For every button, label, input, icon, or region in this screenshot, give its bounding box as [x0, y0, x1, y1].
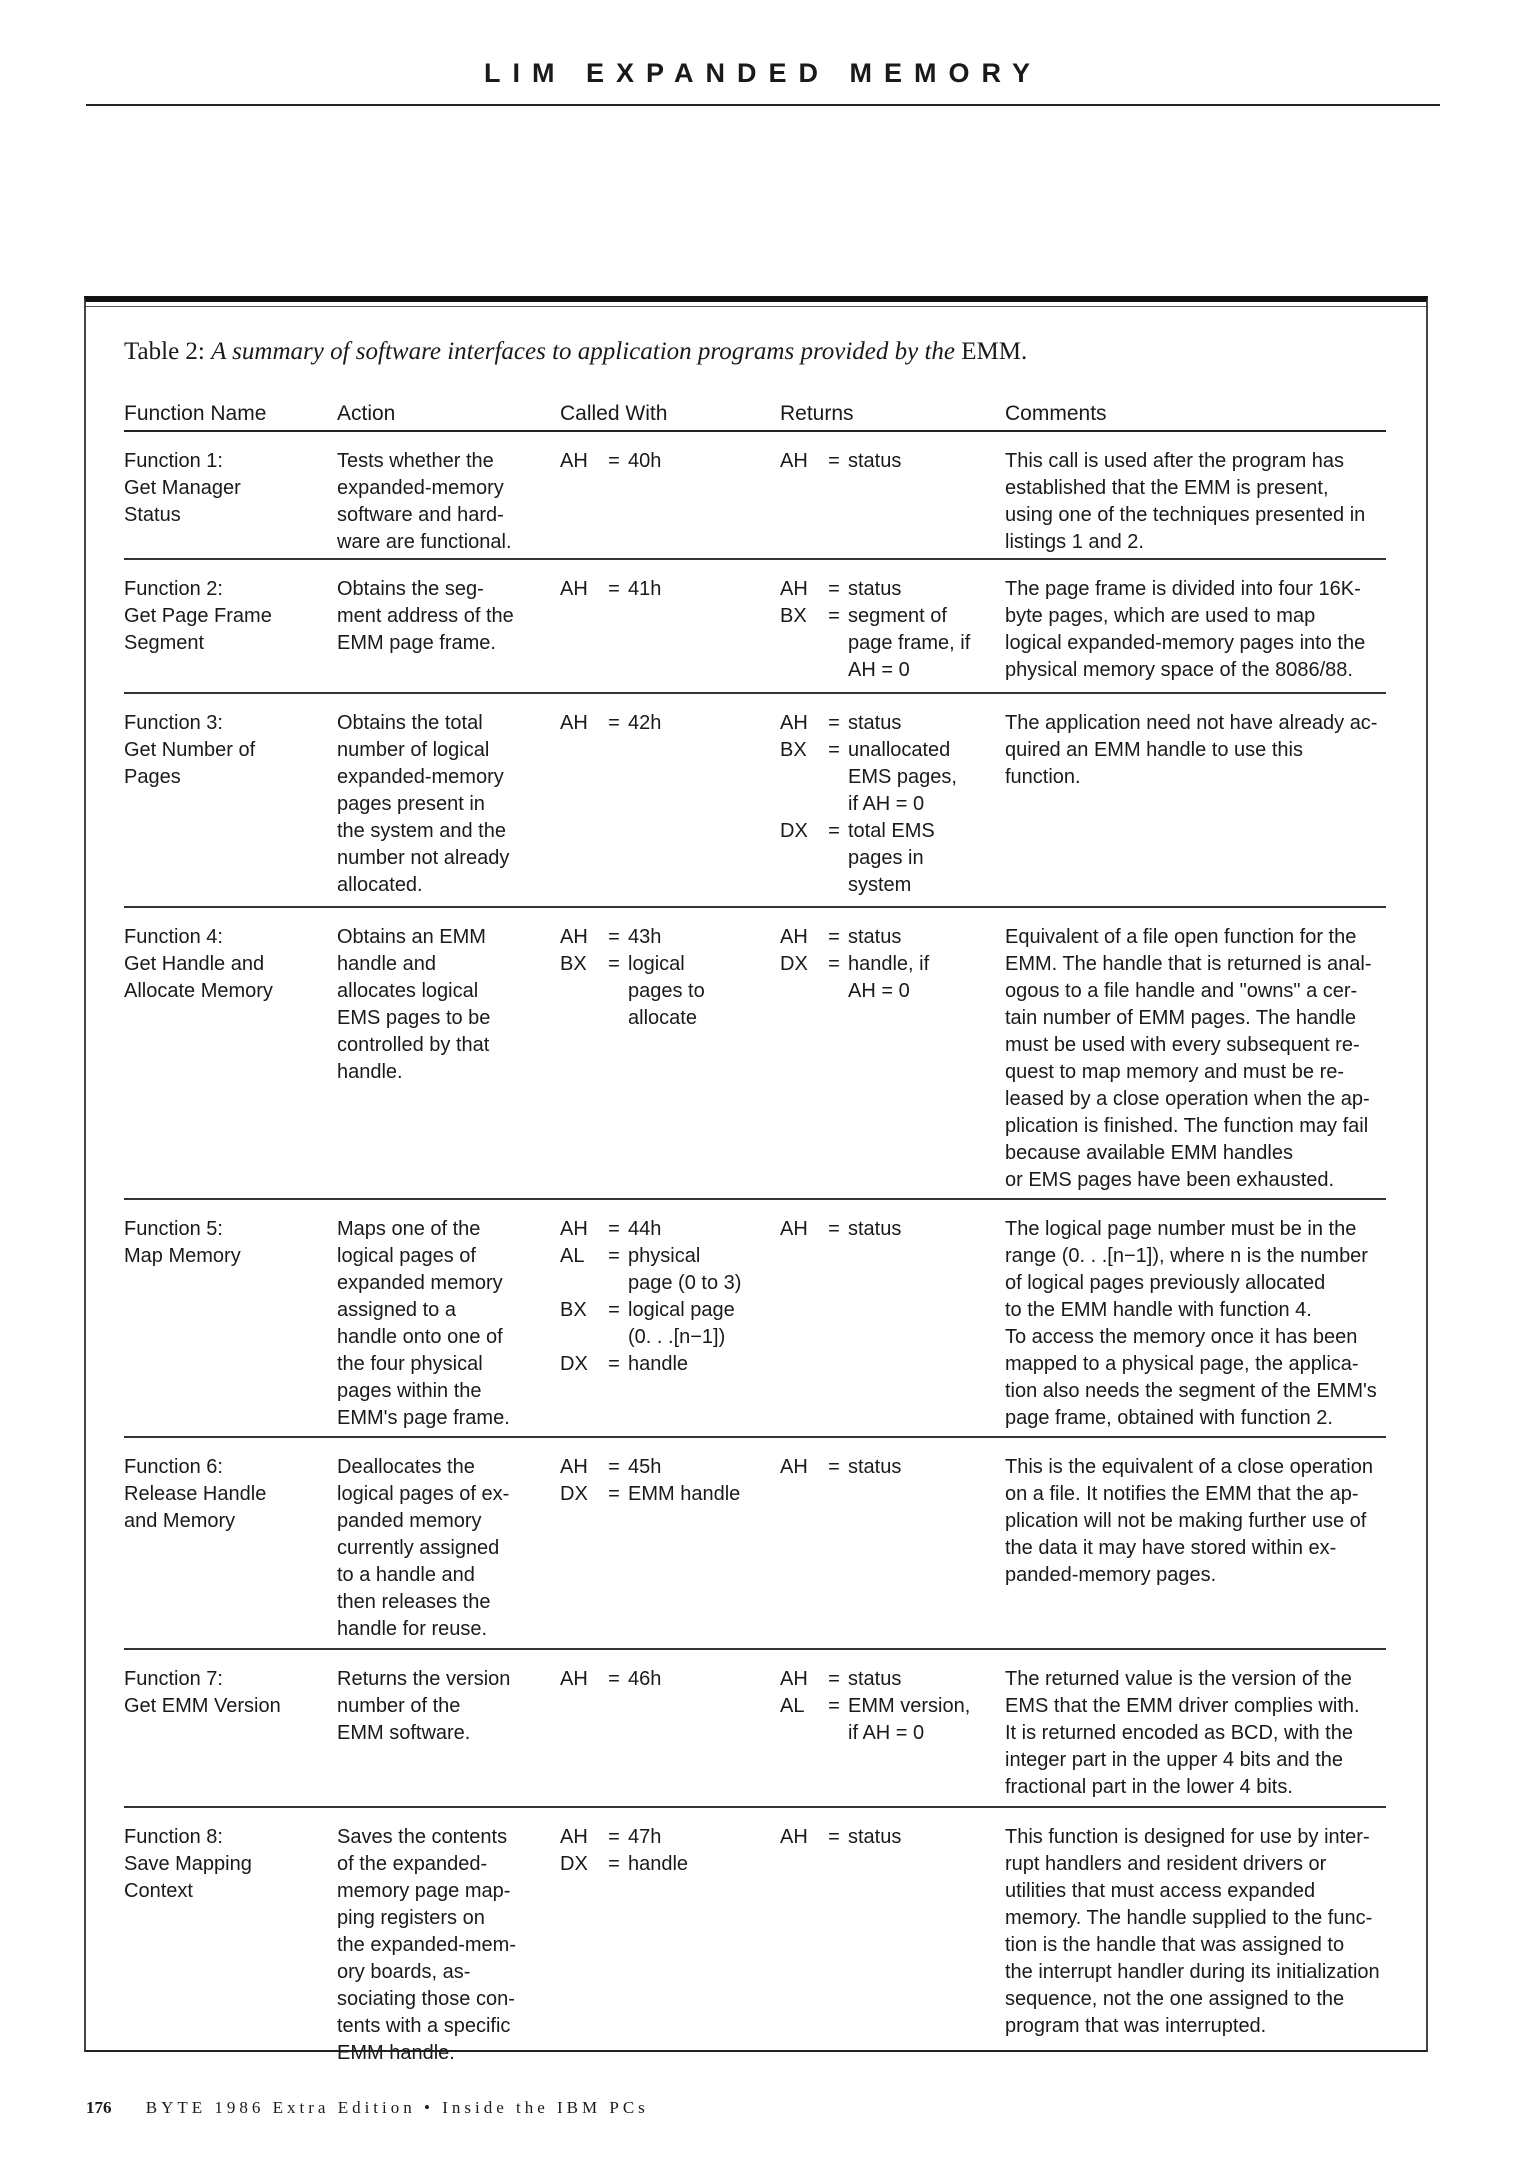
equals-sign: =: [828, 926, 840, 948]
equals-sign: =: [608, 712, 620, 734]
register-name: AH: [560, 1668, 588, 1690]
table-row: [124, 1808, 1386, 2064]
register-value: logical page (0. . .[n−1]): [628, 1299, 735, 1348]
called-with-entry: [560, 1243, 780, 1297]
register-value: status: [848, 1218, 902, 1240]
equals-sign: =: [828, 578, 840, 600]
equals-sign: =: [608, 953, 620, 975]
called-with-cell: [560, 1666, 780, 1806]
register-value: physical page (0 to 3): [628, 1245, 742, 1294]
register-name: BX: [780, 739, 807, 761]
called-with-entry: [560, 1824, 780, 1851]
returns-entry: [780, 448, 1005, 475]
returns-cell: [780, 1454, 1005, 1648]
returns-entry: [780, 924, 1005, 951]
action-cell: Saves the contents of the expanded- memory page map- ping registers on the expanded-mem- ory boards, as- sociating those con- tents with a specific EMM handle.: [337, 1826, 516, 2064]
running-head-title: LIM EXPANDED MEMORY: [483, 58, 1042, 88]
function-name-cell: Function 8: Save Mapping Context: [124, 1826, 252, 1902]
called-with-entry: [560, 924, 780, 951]
equals-sign: =: [828, 1668, 840, 1690]
register-name: AH: [560, 712, 588, 734]
register-name: DX: [560, 1353, 588, 1375]
col-header-called-with: Called With: [560, 402, 668, 425]
comments-cell: This call is used after the program has established that the EMM is present, using one of the techniques presented in listings 1 and 2.: [1005, 450, 1366, 553]
called-with-entry: [560, 1454, 780, 1481]
register-name: DX: [560, 1853, 588, 1875]
comments-cell: The logical page number must be in the range (0. . .[n−1]), where n is the number of logical pages previously allocated to the EMM handle with function 4. To access the memory once it has been mapped to a physical page, the applica- tion also needs the segment of the EMM's page frame, obtained with function 2.: [1005, 1218, 1377, 1429]
register-value: total EMS pages in system: [848, 820, 935, 896]
returns-cell: [780, 576, 1005, 692]
register-name: BX: [560, 1299, 587, 1321]
register-value: handle: [628, 1353, 689, 1375]
table-row: [124, 1650, 1386, 1808]
function-name-cell: Function 6: Release Handle and Memory: [124, 1456, 267, 1532]
caption-text: A summary of software interfaces to application programs provided by the: [211, 338, 956, 365]
register-name: AH: [780, 1456, 808, 1478]
called-with-entry: [560, 1351, 780, 1378]
function-name-cell: Function 3: Get Number of Pages: [124, 712, 256, 788]
called-with-entry: [560, 1297, 780, 1351]
register-value: handle, if AH = 0: [848, 953, 930, 1002]
register-value: status: [848, 1826, 902, 1848]
table-body: [124, 432, 1386, 2064]
header-rule: [86, 104, 1440, 106]
returns-entry: [780, 1693, 1005, 1747]
register-name: DX: [780, 953, 808, 975]
function-name-cell: Function 2: Get Page Frame Segment: [124, 578, 272, 654]
register-name: AH: [780, 578, 808, 600]
comments-cell: The application need not have already ac- quired an EMM handle to use this function.: [1005, 712, 1378, 788]
register-name: AH: [560, 578, 588, 600]
comments-cell: The page frame is divided into four 16K- byte pages, which are used to map logical expanded-memory pages into the physical memory space of the 8086/88.: [1005, 578, 1366, 681]
returns-cell: [780, 1666, 1005, 1806]
register-name: AH: [560, 1218, 588, 1240]
register-name: AH: [780, 712, 808, 734]
equals-sign: =: [608, 926, 620, 948]
equals-sign: =: [608, 1483, 620, 1505]
register-name: DX: [560, 1483, 588, 1505]
equals-sign: =: [828, 605, 840, 627]
called-with-entry: [560, 1216, 780, 1243]
register-value: status: [848, 578, 902, 600]
register-value: 47h: [628, 1826, 662, 1848]
register-name: AH: [560, 450, 588, 472]
returns-entry: [780, 1666, 1005, 1693]
equals-sign: =: [828, 1826, 840, 1848]
called-with-cell: [560, 1216, 780, 1436]
register-value: 44h: [628, 1218, 662, 1240]
action-cell: Tests whether the expanded-memory software and hard- ware are functional.: [337, 450, 512, 553]
called-with-entry: [560, 576, 780, 603]
equals-sign: =: [828, 1456, 840, 1478]
col-header-action: Action: [337, 402, 396, 425]
register-value: unallocated EMS pages, if AH = 0: [848, 739, 957, 815]
called-with-cell: [560, 448, 780, 558]
called-with-cell: [560, 1824, 780, 2054]
called-with-entry: [560, 951, 780, 1032]
comments-cell: The returned value is the version of the EMS that the EMM driver complies with. It is returned encoded as BCD, with the integer part in the upper 4 bits and the fractional part in the lower 4 bits.: [1005, 1668, 1360, 1798]
function-name-cell: Function 5: Map Memory: [124, 1218, 241, 1267]
register-name: AH: [780, 1826, 808, 1848]
register-value: EMM handle: [628, 1483, 741, 1505]
called-with-entry: [560, 1666, 780, 1693]
table-row: [124, 560, 1386, 694]
register-value: 45h: [628, 1456, 662, 1478]
action-cell: Obtains the seg- ment address of the EMM page frame.: [337, 578, 514, 654]
called-with-cell: [560, 576, 780, 692]
register-value: segment of page frame, if AH = 0: [848, 605, 971, 681]
page-footer: [86, 2098, 649, 2118]
col-header-function-name: Function Name: [124, 402, 267, 425]
called-with-cell: [560, 924, 780, 1198]
register-value: status: [848, 926, 902, 948]
frame-subrule: [86, 306, 1426, 307]
equals-sign: =: [608, 450, 620, 472]
equals-sign: =: [608, 1245, 620, 1267]
table-caption: [124, 338, 1384, 366]
register-name: BX: [560, 953, 587, 975]
equals-sign: =: [608, 1218, 620, 1240]
magazine-credit: BYTE 1986 Extra Edition • Inside the IBM PCs: [145, 2098, 649, 2117]
register-name: AH: [780, 1218, 808, 1240]
equals-sign: =: [828, 450, 840, 472]
table-row: [124, 1200, 1386, 1438]
equals-sign: =: [828, 1218, 840, 1240]
register-name: AH: [780, 926, 808, 948]
equals-sign: =: [828, 739, 840, 761]
page-number: 176: [86, 2098, 112, 2117]
returns-entry: [780, 1454, 1005, 1481]
called-with-entry: [560, 448, 780, 475]
register-value: logical pages to allocate: [628, 953, 705, 1029]
returns-cell: [780, 924, 1005, 1198]
register-value: EMM version, if AH = 0: [848, 1695, 971, 1744]
equals-sign: =: [608, 1826, 620, 1848]
function-name-cell: Function 4: Get Handle and Allocate Memory: [124, 926, 273, 1002]
register-value: 43h: [628, 926, 662, 948]
returns-entry: [780, 1824, 1005, 1851]
register-value: status: [848, 1668, 902, 1690]
comments-cell: This is the equivalent of a close operation on a file. It notifies the EMM that the ap- plication will not be making further use of the data it may have stored within ex- panded-memory pages.: [1005, 1456, 1373, 1586]
equals-sign: =: [608, 1853, 620, 1875]
equals-sign: =: [828, 1695, 840, 1717]
returns-entry: [780, 951, 1005, 1005]
emm-function-table: [124, 392, 1386, 2064]
equals-sign: =: [608, 1299, 620, 1321]
called-with-cell: [560, 1454, 780, 1648]
register-value: 40h: [628, 450, 662, 472]
col-header-comments: Comments: [1005, 402, 1107, 425]
function-name-cell: Function 1: Get Manager Status: [124, 450, 241, 526]
register-name: AH: [560, 1456, 588, 1478]
table-row: [124, 908, 1386, 1200]
register-name: AH: [780, 1668, 808, 1690]
called-with-cell: [560, 710, 780, 906]
register-name: AH: [560, 926, 588, 948]
returns-entry: [780, 576, 1005, 603]
action-cell: Returns the version number of the EMM software.: [337, 1668, 511, 1744]
equals-sign: =: [608, 1668, 620, 1690]
returns-cell: [780, 710, 1005, 906]
returns-entry: [780, 818, 1005, 899]
register-name: DX: [780, 820, 808, 842]
caption-label: Table 2:: [124, 338, 205, 365]
register-value: status: [848, 1456, 902, 1478]
returns-cell: [780, 1216, 1005, 1436]
register-value: handle: [628, 1853, 689, 1875]
register-name: BX: [780, 605, 807, 627]
equals-sign: =: [828, 712, 840, 734]
function-name-cell: Function 7: Get EMM Version: [124, 1668, 281, 1717]
table-row: [124, 1438, 1386, 1650]
equals-sign: =: [608, 1456, 620, 1478]
table-header-row: [124, 392, 1386, 432]
action-cell: Deallocates the logical pages of ex- panded memory currently assigned to a handle and then releases the handle for reuse.: [337, 1456, 510, 1640]
equals-sign: =: [608, 578, 620, 600]
returns-cell: [780, 1824, 1005, 2054]
register-name: AH: [560, 1826, 588, 1848]
comments-cell: This function is designed for use by inter- rupt handlers and resident drivers or utilities that must access expanded memory. The handle supplied to the func- tion is the handle that was assigned to the interrupt handler during its initialization sequence, not the one assigned to the program that was interrupted.: [1005, 1826, 1380, 2037]
action-cell: Obtains an EMM handle and allocates logical EMS pages to be controlled by that handle.: [337, 926, 491, 1083]
action-cell: Maps one of the logical pages of expanded memory assigned to a handle onto one of the four physical pages within the EMM's page frame.: [337, 1218, 510, 1429]
returns-entry: [780, 1216, 1005, 1243]
register-value: 41h: [628, 578, 662, 600]
col-header-returns: Returns: [780, 402, 854, 425]
register-value: 46h: [628, 1668, 662, 1690]
table-frame: [84, 296, 1428, 2064]
called-with-entry: [560, 1481, 780, 1508]
comments-cell: Equivalent of a file open function for the EMM. The handle that is returned is anal- ogous to a file handle and "owns" a cer- tain number of EMM pages. The handle must be used with every subsequent re- quest to map memory and must be re- leased by a close operation when the ap- plication is finished. The function may fail because available EMM handles or EMS pages have been exhausted.: [1005, 926, 1372, 1191]
equals-sign: =: [828, 953, 840, 975]
returns-entry: [780, 737, 1005, 818]
returns-cell: [780, 448, 1005, 558]
equals-sign: =: [828, 820, 840, 842]
register-name: AL: [560, 1245, 585, 1267]
register-name: AL: [780, 1695, 805, 1717]
table-row: [124, 694, 1386, 908]
register-value: 42h: [628, 712, 662, 734]
table-row: [124, 432, 1386, 560]
returns-entry: [780, 710, 1005, 737]
called-with-entry: [560, 710, 780, 737]
register-name: AH: [780, 450, 808, 472]
action-cell: Obtains the total number of logical expanded-memory pages present in the system and the number not already allocated.: [337, 712, 510, 896]
register-value: status: [848, 712, 902, 734]
returns-entry: [780, 603, 1005, 684]
caption-end: EMM.: [961, 338, 1028, 365]
equals-sign: =: [608, 1353, 620, 1375]
called-with-entry: [560, 1851, 780, 1878]
register-value: status: [848, 450, 902, 472]
